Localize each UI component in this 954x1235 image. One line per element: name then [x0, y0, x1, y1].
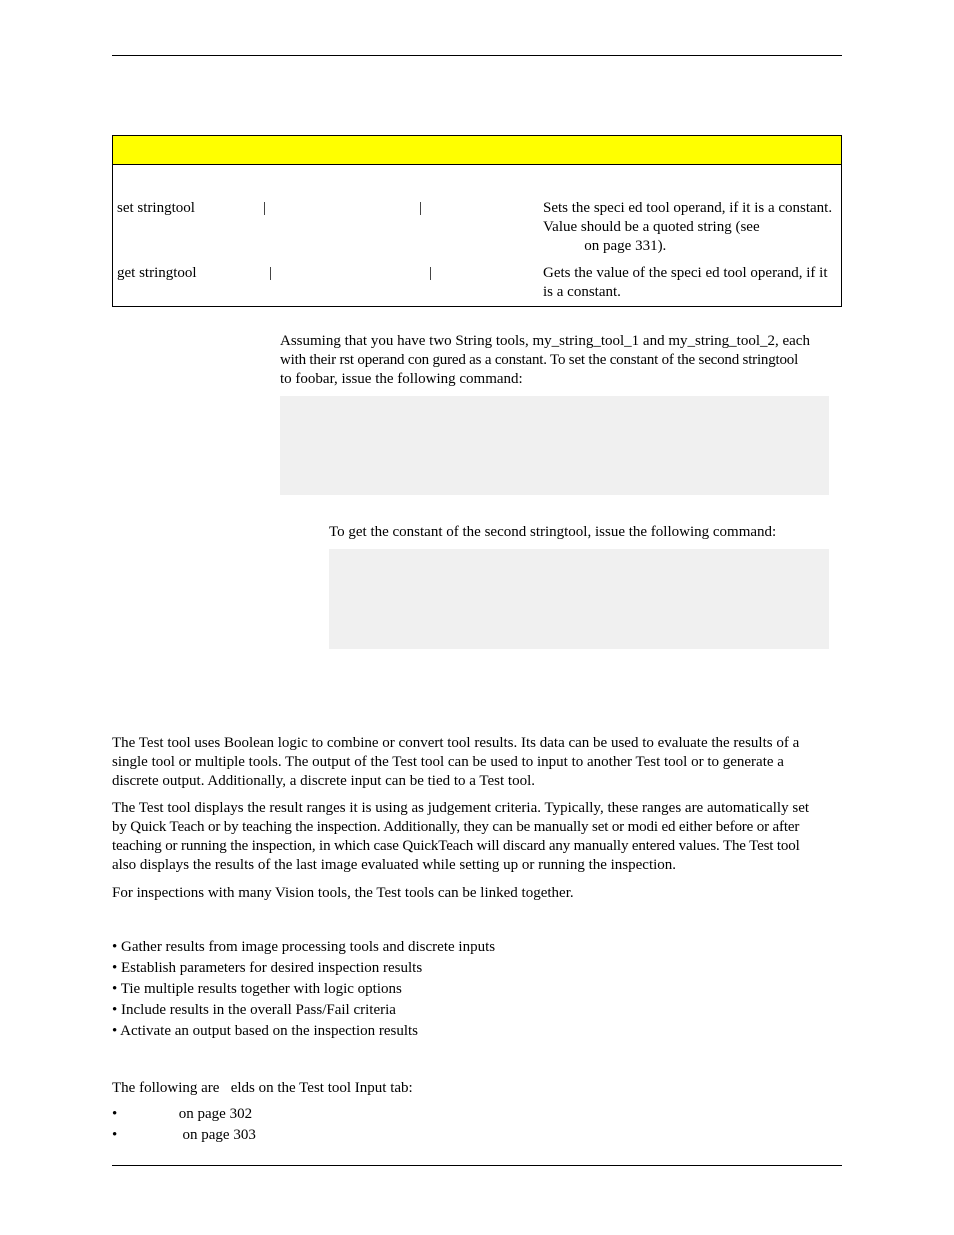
paragraph-line: The Test tool displays the result ranges it is using as judgement criteria. Typically, these ranges are automatically set [112, 800, 810, 816]
paragraph-line: The Test tool uses Boolean logic to combine or convert tool results. Its data can be used to evaluate the results of a [112, 735, 800, 751]
paragraph-line: teaching or running the inspection, in which case QuickTeach will discard any manually entered values. The Test tool [112, 838, 800, 854]
list-item: • Gather results from image processing tools and discrete inputs [112, 939, 496, 955]
list-item: • Include results in the overall Pass/Fail criteria [112, 1002, 396, 1018]
paragraph-line: single tool or multiple tools. The output of the Test tool can be used to input to another Test tool or to generate a [112, 754, 784, 770]
footer-rule [112, 1165, 842, 1166]
table-header-cell [113, 136, 842, 165]
description-line: is a constant. [543, 284, 621, 300]
paragraph-line: discrete output. Additionally, a discrete input can be tied to a Test tool. [112, 773, 536, 789]
command-cell: set stringtool [117, 200, 195, 216]
page-link[interactable]: on page 303 [160, 1127, 256, 1143]
test-tool-paragraph: For inspections with many Vision tools, the Test tools can be linked together. [112, 885, 574, 901]
description-line: on page 331). [543, 238, 667, 254]
fields-intro: The following are elds on the Test tool Input tab: [112, 1080, 413, 1096]
code-block-set [280, 396, 829, 495]
paragraph-line: by Quick Teach or by teaching the inspection. Additionally, they can be manually set or modi ed either before or after [112, 819, 800, 835]
list-item: • Establish parameters for desired inspection results [112, 960, 423, 976]
description-line: Value should be a quoted string (see [543, 219, 760, 235]
feature-list [112, 937, 495, 1042]
code-block-get [329, 549, 829, 649]
example-intro-line: Assuming that you have two String tools, my_string_tool_1 and my_string_tool_2, each [280, 333, 810, 349]
description-line: Gets the value of the speci ed tool operand, if it [543, 265, 828, 281]
separator-cell: | [269, 265, 273, 281]
table-header-row [113, 136, 842, 165]
description-line: Sets the speci ed tool operand, if it is a constant. [543, 200, 833, 216]
page-link[interactable]: on page 302 [160, 1106, 253, 1122]
paragraph-line: also displays the results of the last image evaluated while setting up or running the inspection. [112, 857, 677, 873]
bullet: • [112, 1127, 118, 1143]
separator-cell: | [263, 200, 267, 216]
description-cell [543, 165, 842, 265]
bullet: • [112, 1106, 118, 1122]
list-item: • Activate an output based on the inspection results [112, 1023, 419, 1039]
example-intro-line: to foobar, issue the following command: [280, 371, 523, 387]
list-item: • Tie multiple results together with logic options [112, 981, 402, 997]
header-rule [112, 55, 842, 56]
example-intro [280, 332, 840, 389]
separator-cell: | [419, 200, 423, 216]
example-intro-line: with their rst operand con gured as a constant. To set the constant of the second stringtool [280, 352, 799, 368]
table-row [113, 165, 842, 265]
description-cell [543, 264, 842, 307]
test-tool-paragraph [112, 734, 844, 791]
command-cell: get stringtool [117, 265, 197, 281]
command-table [112, 135, 842, 307]
get-example-intro: To get the constant of the second stringtool, issue the following command: [329, 524, 777, 540]
separator-cell: | [429, 265, 433, 281]
table-row [113, 264, 842, 307]
test-tool-paragraph [112, 799, 844, 875]
